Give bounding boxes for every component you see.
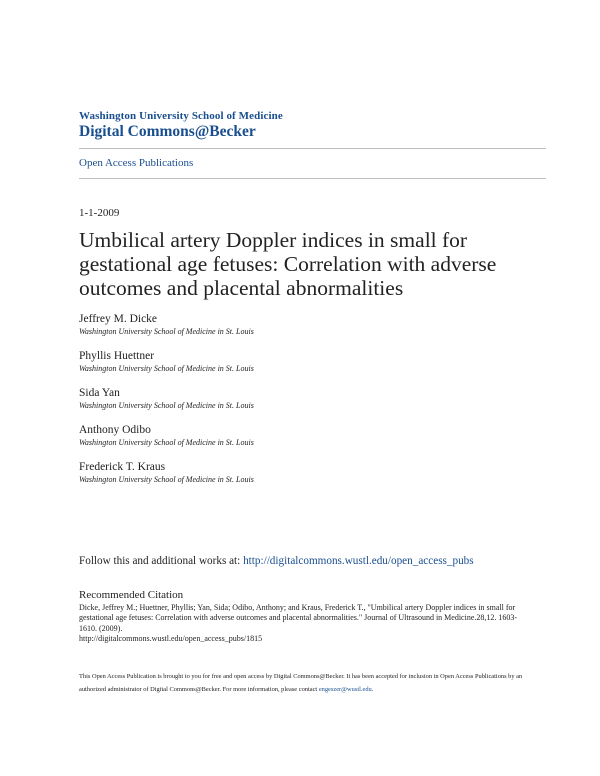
author-affiliation: Washington University School of Medicine in St. Louis [79,438,254,447]
divider-bottom [79,178,546,179]
author-affiliation: Washington University School of Medicine in St. Louis [79,364,254,373]
author-name: Anthony Odibo [79,424,151,436]
footer-period: . [371,685,374,693]
follow-text: Follow this and additional works at: [79,555,241,567]
footer-text: This Open Access Publication is brought to you for free and open access by Digital Commons@Becker. It has been accepted for inclusion in Open Access Publications by an authorized administrator of Digital Commons@Becker. For more information, please contact [79,673,523,693]
citation-url[interactable]: http://digitalcommons.wustl.edu/open_access_pubs/1815 [79,634,263,644]
series-link[interactable]: Open Access Publications [79,157,194,169]
author-name: Frederick T. Kraus [79,461,166,473]
access-footer [79,671,539,696]
author-item [79,312,539,337]
repository-name[interactable]: Digital Commons@Becker [79,123,256,140]
article-title: Umbilical artery Doppler indices in small for gestational age fetuses: Correlation with adverse outcomes and placental abnormalities [79,228,497,300]
author-affiliation: Washington University School of Medicine in St. Louis [79,401,254,410]
author-name: Jeffrey M. Dicke [79,313,158,325]
author-item [79,423,539,448]
publication-date: 1-1-2009 [79,207,120,219]
contact-email-link[interactable]: engeszer@wustl.edu [318,685,372,693]
author-name: Phyllis Huettner [79,350,155,362]
institution-name[interactable]: Washington University School of Medicine [79,110,283,122]
author-affiliation: Washington University School of Medicine in St. Louis [79,475,254,484]
citation-text: Dicke, Jeffrey M.; Huettner, Phyllis; Yan, Sida; Odibo, Anthony; and Kraus, Frederick T., "Umbilical artery Doppler indices in small for gestational age fetuses: Correlation with adverse outcomes and placental abnormalities." Journal of Ultrasound in Medicine.28,12. 1603-1610. (2009). [79,603,518,633]
author-affiliation: Washington University School of Medicine in St. Louis [79,327,254,336]
author-list [79,312,539,497]
collection-link[interactable]: http://digitalcommons.wustl.edu/open_access_pubs [243,555,474,567]
citation-heading: Recommended Citation [79,589,184,601]
author-item [79,386,539,411]
divider-top [79,148,546,149]
author-name: Sida Yan [79,387,120,399]
author-item [79,349,539,374]
citation-block [79,603,534,645]
institution-header [79,110,283,141]
follow-line [79,555,474,567]
author-item [79,460,539,485]
